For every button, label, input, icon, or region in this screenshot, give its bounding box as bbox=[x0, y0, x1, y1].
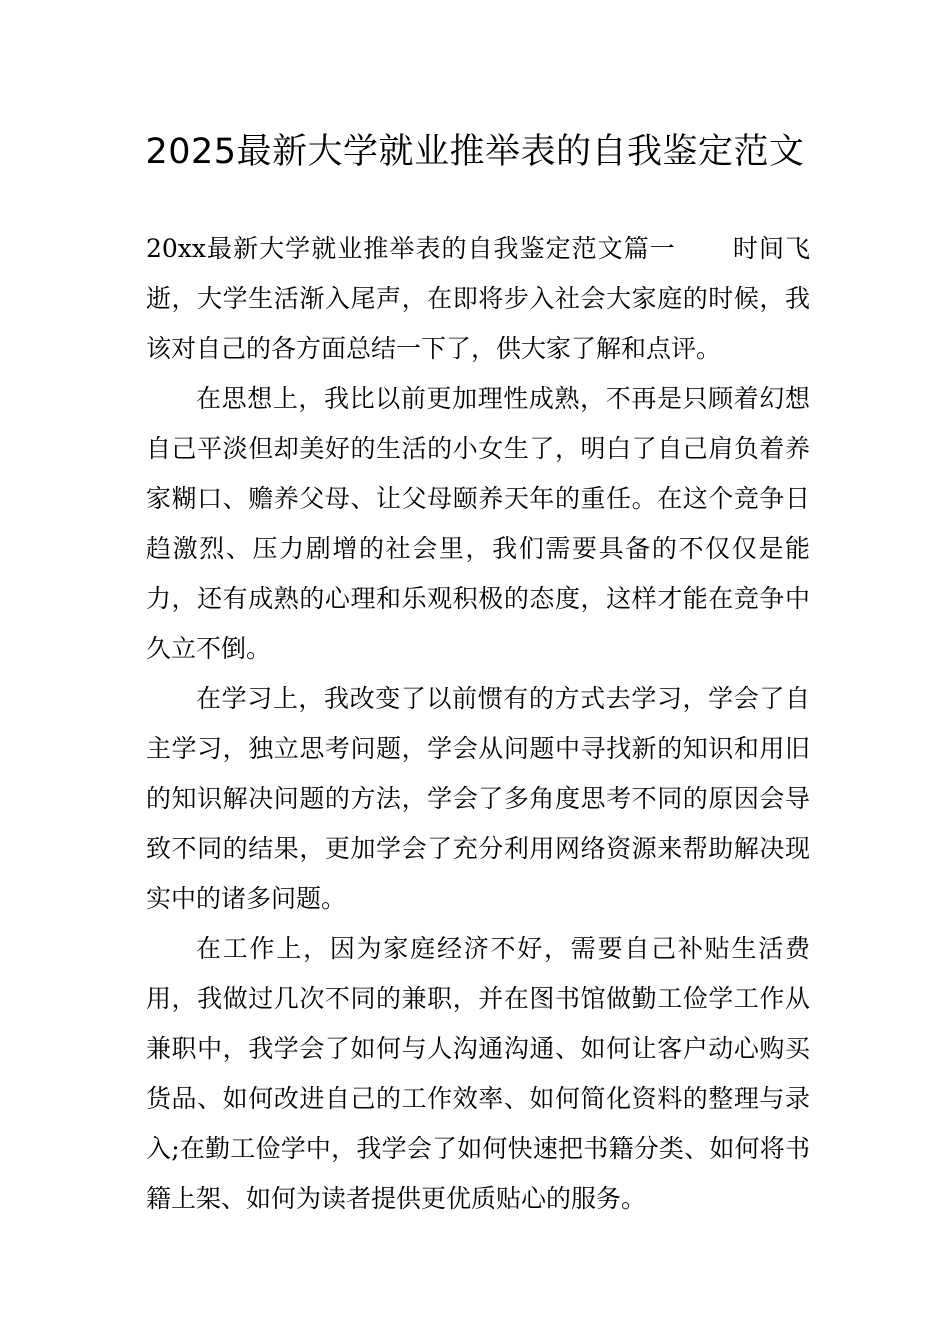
document-title: 2025最新大学就业推举表的自我鉴定范文 bbox=[145, 132, 805, 172]
paragraph-work: 在工作上，因为家庭经济不好，需要自己补贴生活费用，我做过几次不同的兼职，并在图书馆做勤工俭学工作从兼职中，我学会了如何与人沟通沟通、如何让客户动心购买货品、如何改进自己的工作效率、如何简化资料的整理与录入;在勤工俭学中，我学会了如何快速把书籍分类、如何将书籍上架、如何为读者提供更优质贴心的服务。 bbox=[146, 934, 810, 1213]
intro-rest: 时间飞逝，大学生活渐入尾声，在即将步入社会大家庭的时候，我该对自己的各方面总结一下了，供大家了解和点评。 bbox=[146, 234, 810, 363]
paragraph-study: 在学习上，我改变了以前惯有的方式去学习，学会了自主学习，独立思考问题，学会从问题中寻找新的知识和用旧的知识解决问题的方法，学会了多角度思考不同的原因会导致不同的结果，更加学会了充分利用网络资源来帮助解决现实中的诸多问题。 bbox=[146, 684, 810, 913]
intro-paragraph bbox=[146, 224, 810, 374]
paragraph-thought: 在思想上，我比以前更加理性成熟，不再是只顾着幻想自己平淡但却美好的生活的小女生了，明白了自己肩负着养家糊口、赡养父母、让父母颐养天年的重任。在这个竞争日趋激烈、压力剧增的社会里，我们需要具备的不仅仅是能力，还有成熟的心理和乐观积极的态度，这样才能在竞争中久立不倒。 bbox=[146, 384, 810, 663]
intro-lead: 20xx最新大学就业推举表的自我鉴定范文篇一 bbox=[146, 234, 676, 263]
document-body bbox=[146, 224, 810, 1224]
